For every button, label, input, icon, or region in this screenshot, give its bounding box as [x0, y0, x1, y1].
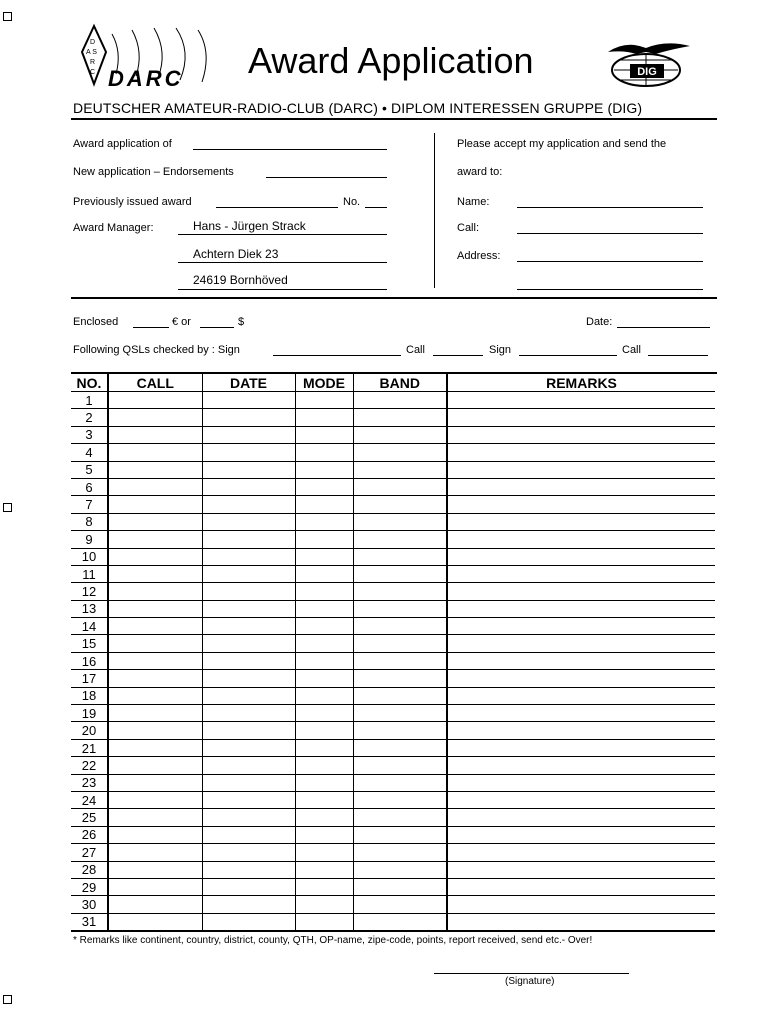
row-number: 29: [71, 878, 108, 895]
row-number: 15: [71, 635, 108, 652]
mode-cell[interactable]: [295, 426, 353, 443]
table-row: [71, 687, 715, 704]
qsl-table: [71, 374, 715, 932]
remarks-cell[interactable]: [447, 670, 715, 687]
date-cell[interactable]: [202, 478, 295, 495]
enclosed-label: Enclosed: [73, 316, 119, 328]
table-row: [71, 478, 715, 495]
svg-text:D: D: [90, 39, 96, 46]
row-number: 25: [71, 809, 108, 826]
band-cell[interactable]: [353, 757, 447, 774]
call-cell[interactable]: [108, 670, 202, 687]
manager-street-line: [178, 262, 387, 263]
table-row: [71, 513, 715, 530]
call-label-1: Call: [406, 344, 425, 356]
sign-field-1[interactable]: [273, 355, 401, 356]
table-row: [71, 444, 715, 461]
form-rule: [71, 297, 717, 299]
mode-cell[interactable]: [295, 670, 353, 687]
remarks-cell[interactable]: [447, 844, 715, 861]
row-number: 21: [71, 739, 108, 756]
date-cell[interactable]: [202, 652, 295, 669]
svg-text:R: R: [90, 59, 96, 66]
band-cell[interactable]: [353, 861, 447, 878]
call-label: Call:: [457, 222, 480, 234]
call-cell[interactable]: [108, 705, 202, 722]
call-cell[interactable]: [108, 444, 202, 461]
table-row: [71, 461, 715, 478]
remarks-cell[interactable]: [447, 513, 715, 530]
date-cell[interactable]: [202, 496, 295, 513]
call-cell[interactable]: [108, 826, 202, 843]
band-cell[interactable]: [353, 426, 447, 443]
dollar-amount-field[interactable]: [200, 327, 234, 328]
address-field-1[interactable]: [517, 261, 703, 262]
table-row: [71, 548, 715, 565]
remarks-cell[interactable]: [447, 426, 715, 443]
award-manager-label: Award Manager:: [73, 222, 154, 234]
mode-cell[interactable]: [295, 861, 353, 878]
call-cell[interactable]: [108, 896, 202, 913]
header-remarks: REMARKS: [447, 374, 715, 392]
manager-city: 24619 Bornhöved: [193, 273, 288, 287]
qsl-checked-label: Following QSLs checked by : Sign: [73, 344, 240, 356]
call-field-1[interactable]: [433, 355, 483, 356]
svg-text:C: C: [90, 69, 96, 76]
mode-cell[interactable]: [295, 757, 353, 774]
row-number: 8: [71, 513, 108, 530]
call-cell[interactable]: [108, 635, 202, 652]
remarks-cell[interactable]: [447, 652, 715, 669]
remarks-cell[interactable]: [447, 722, 715, 739]
award-to-text: award to:: [457, 166, 503, 178]
call-cell[interactable]: [108, 583, 202, 600]
date-cell[interactable]: [202, 618, 295, 635]
call-cell[interactable]: [108, 774, 202, 791]
date-cell[interactable]: [202, 861, 295, 878]
mode-cell[interactable]: [295, 635, 353, 652]
mode-cell[interactable]: [295, 583, 353, 600]
remarks-footnote: * Remarks like continent, country, district, county, QTH, OP-name, zipe-code, points, report received, send etc.- Over!: [73, 935, 593, 946]
band-cell[interactable]: [353, 531, 447, 548]
date-cell[interactable]: [202, 739, 295, 756]
date-cell[interactable]: [202, 635, 295, 652]
date-cell[interactable]: [202, 461, 295, 478]
call-cell[interactable]: [108, 426, 202, 443]
row-number: 6: [71, 478, 108, 495]
table-row: [71, 618, 715, 635]
please-accept-text: Please accept my application and send the: [457, 138, 667, 150]
mode-cell[interactable]: [295, 444, 353, 461]
call-field[interactable]: [517, 233, 703, 234]
call-cell[interactable]: [108, 618, 202, 635]
table-row: [71, 583, 715, 600]
date-cell[interactable]: [202, 809, 295, 826]
mode-cell[interactable]: [295, 826, 353, 843]
table-row: [71, 913, 715, 931]
table-row: [71, 409, 715, 426]
remarks-cell[interactable]: [447, 478, 715, 495]
remarks-cell[interactable]: [447, 687, 715, 704]
date-cell[interactable]: [202, 531, 295, 548]
remarks-cell[interactable]: [447, 565, 715, 582]
band-cell[interactable]: [353, 618, 447, 635]
table-row: [71, 670, 715, 687]
call-cell[interactable]: [108, 478, 202, 495]
manager-city-line: [178, 289, 387, 290]
table-header-row: [71, 374, 715, 392]
table-row: [71, 531, 715, 548]
date-cell[interactable]: [202, 409, 295, 426]
band-cell[interactable]: [353, 774, 447, 791]
remarks-cell[interactable]: [447, 444, 715, 461]
row-number: 12: [71, 583, 108, 600]
date-cell[interactable]: [202, 896, 295, 913]
band-cell[interactable]: [353, 496, 447, 513]
call-cell[interactable]: [108, 861, 202, 878]
band-cell[interactable]: [353, 791, 447, 808]
sign-field-2[interactable]: [519, 355, 617, 356]
no-field[interactable]: [365, 207, 387, 208]
row-number: 5: [71, 461, 108, 478]
remarks-cell[interactable]: [447, 757, 715, 774]
row-number: 26: [71, 826, 108, 843]
row-number: 16: [71, 652, 108, 669]
remarks-cell[interactable]: [447, 461, 715, 478]
band-cell[interactable]: [353, 722, 447, 739]
date-cell[interactable]: [202, 583, 295, 600]
call-cell[interactable]: [108, 600, 202, 617]
band-cell[interactable]: [353, 878, 447, 895]
date-cell[interactable]: [202, 565, 295, 582]
mode-cell[interactable]: [295, 913, 353, 931]
row-number: 2: [71, 409, 108, 426]
date-cell[interactable]: [202, 913, 295, 931]
row-number: 23: [71, 774, 108, 791]
row-number: 24: [71, 791, 108, 808]
remarks-cell[interactable]: [447, 496, 715, 513]
row-number: 31: [71, 913, 108, 931]
dig-logo: [606, 38, 692, 88]
call-cell[interactable]: [108, 409, 202, 426]
remarks-cell[interactable]: [447, 618, 715, 635]
row-number: 20: [71, 722, 108, 739]
band-cell[interactable]: [353, 705, 447, 722]
row-number: 4: [71, 444, 108, 461]
call-cell[interactable]: [108, 913, 202, 931]
band-cell[interactable]: [353, 392, 447, 409]
euro-or-label: € or: [172, 316, 191, 328]
mode-cell[interactable]: [295, 687, 353, 704]
date-cell[interactable]: [202, 757, 295, 774]
band-cell[interactable]: [353, 583, 447, 600]
manager-name-line: [178, 234, 387, 235]
band-cell[interactable]: [353, 652, 447, 669]
band-cell[interactable]: [353, 444, 447, 461]
call-cell[interactable]: [108, 791, 202, 808]
table-row: [71, 600, 715, 617]
row-number: 27: [71, 844, 108, 861]
row-number: 18: [71, 687, 108, 704]
table-row: [71, 896, 715, 913]
no-label: No.: [343, 196, 361, 208]
mode-cell[interactable]: [295, 878, 353, 895]
date-cell[interactable]: [202, 426, 295, 443]
remarks-cell[interactable]: [447, 809, 715, 826]
remarks-cell[interactable]: [447, 705, 715, 722]
date-cell[interactable]: [202, 844, 295, 861]
endorsements-field[interactable]: [266, 177, 387, 178]
remarks-cell[interactable]: [447, 913, 715, 931]
call-cell[interactable]: [108, 687, 202, 704]
darc-logo-text: DARC: [108, 66, 184, 91]
address-field-2[interactable]: [517, 289, 703, 290]
dig-logo-text: DIG: [637, 66, 657, 78]
call-cell[interactable]: [108, 496, 202, 513]
band-cell[interactable]: [353, 548, 447, 565]
band-cell[interactable]: [353, 565, 447, 582]
euro-amount-field[interactable]: [133, 327, 169, 328]
remarks-cell[interactable]: [447, 548, 715, 565]
mode-cell[interactable]: [295, 652, 353, 669]
call-label-2: Call: [622, 344, 641, 356]
mode-cell[interactable]: [295, 809, 353, 826]
date-label: Date:: [586, 316, 613, 328]
table-row: [71, 878, 715, 895]
header-date: DATE: [202, 374, 295, 392]
mode-cell[interactable]: [295, 739, 353, 756]
date-cell[interactable]: [202, 548, 295, 565]
band-cell[interactable]: [353, 670, 447, 687]
remarks-cell[interactable]: [447, 878, 715, 895]
name-label: Name:: [457, 196, 490, 208]
band-cell[interactable]: [353, 826, 447, 843]
address-label: Address:: [457, 250, 501, 262]
date-field[interactable]: [617, 327, 710, 328]
row-number: 14: [71, 618, 108, 635]
band-cell[interactable]: [353, 635, 447, 652]
table-row: [71, 635, 715, 652]
darc-logo: [72, 22, 212, 94]
remarks-cell[interactable]: [447, 774, 715, 791]
page-marker-bottom: [3, 995, 12, 1004]
call-cell[interactable]: [108, 722, 202, 739]
mode-cell[interactable]: [295, 531, 353, 548]
table-row: [71, 844, 715, 861]
manager-name: Hans - Jürgen Strack: [193, 219, 306, 233]
mode-cell[interactable]: [295, 896, 353, 913]
table-row: [71, 774, 715, 791]
remarks-cell[interactable]: [447, 739, 715, 756]
dollar-label: $: [238, 316, 245, 328]
mode-cell[interactable]: [295, 600, 353, 617]
remarks-cell[interactable]: [447, 635, 715, 652]
signature-label: (Signature): [505, 976, 555, 987]
mode-cell[interactable]: [295, 565, 353, 582]
mode-cell[interactable]: [295, 392, 353, 409]
qsl-table-body: [71, 392, 715, 932]
mode-cell[interactable]: [295, 478, 353, 495]
manager-street: Achtern Diek 23: [193, 247, 279, 261]
table-row: [71, 565, 715, 582]
call-field-2[interactable]: [648, 355, 708, 356]
call-cell[interactable]: [108, 531, 202, 548]
row-number: 30: [71, 896, 108, 913]
call-cell[interactable]: [108, 548, 202, 565]
remarks-cell[interactable]: [447, 791, 715, 808]
remarks-cell[interactable]: [447, 600, 715, 617]
call-cell[interactable]: [108, 757, 202, 774]
table-row: [71, 652, 715, 669]
page-title: Award Application: [248, 40, 534, 81]
date-cell[interactable]: [202, 791, 295, 808]
new-application-label: New application – Endorsements: [73, 166, 234, 178]
date-cell[interactable]: [202, 878, 295, 895]
call-cell[interactable]: [108, 565, 202, 582]
row-number: 11: [71, 565, 108, 582]
mode-cell[interactable]: [295, 618, 353, 635]
mode-cell[interactable]: [295, 548, 353, 565]
mode-cell[interactable]: [295, 461, 353, 478]
page-marker-top: [3, 12, 12, 21]
date-cell[interactable]: [202, 670, 295, 687]
mode-cell[interactable]: [295, 791, 353, 808]
row-number: 28: [71, 861, 108, 878]
remarks-cell[interactable]: [447, 531, 715, 548]
table-row: [71, 791, 715, 808]
mode-cell[interactable]: [295, 513, 353, 530]
header-call: CALL: [108, 374, 202, 392]
award-application-of-field[interactable]: [193, 149, 387, 150]
header-rule: [71, 118, 717, 120]
call-cell[interactable]: [108, 513, 202, 530]
band-cell[interactable]: [353, 478, 447, 495]
row-number: 22: [71, 757, 108, 774]
header-mode: MODE: [295, 374, 353, 392]
table-row: [71, 739, 715, 756]
band-cell[interactable]: [353, 844, 447, 861]
row-number: 3: [71, 426, 108, 443]
row-number: 10: [71, 548, 108, 565]
page-marker-middle: [3, 503, 12, 512]
remarks-cell[interactable]: [447, 392, 715, 409]
organization-line: DEUTSCHER AMATEUR-RADIO-CLUB (DARC) • DIPLOM INTERESSEN GRUPPE (DIG): [73, 100, 643, 116]
band-cell[interactable]: [353, 739, 447, 756]
call-cell[interactable]: [108, 878, 202, 895]
date-cell[interactable]: [202, 444, 295, 461]
table-row: [71, 722, 715, 739]
name-field[interactable]: [517, 207, 703, 208]
band-cell[interactable]: [353, 513, 447, 530]
band-cell[interactable]: [353, 913, 447, 931]
table-row: [71, 809, 715, 826]
band-cell[interactable]: [353, 461, 447, 478]
call-cell[interactable]: [108, 392, 202, 409]
mode-cell[interactable]: [295, 844, 353, 861]
date-cell[interactable]: [202, 774, 295, 791]
date-cell[interactable]: [202, 600, 295, 617]
call-cell[interactable]: [108, 844, 202, 861]
sign-label-2: Sign: [489, 344, 512, 356]
band-cell[interactable]: [353, 809, 447, 826]
table-row: [71, 861, 715, 878]
call-cell[interactable]: [108, 809, 202, 826]
call-cell[interactable]: [108, 461, 202, 478]
column-separator: [434, 133, 435, 288]
row-number: 13: [71, 600, 108, 617]
table-row: [71, 705, 715, 722]
band-cell[interactable]: [353, 600, 447, 617]
table-row: [71, 426, 715, 443]
table-row: [71, 826, 715, 843]
signature-field[interactable]: [434, 973, 629, 974]
table-row: [71, 757, 715, 774]
band-cell[interactable]: [353, 409, 447, 426]
mode-cell[interactable]: [295, 722, 353, 739]
previously-issued-field[interactable]: [216, 207, 338, 208]
date-cell[interactable]: [202, 513, 295, 530]
row-number: 9: [71, 531, 108, 548]
mode-cell[interactable]: [295, 774, 353, 791]
remarks-cell[interactable]: [447, 896, 715, 913]
table-row: [71, 392, 715, 409]
remarks-cell[interactable]: [447, 409, 715, 426]
svg-text:A S: A S: [86, 49, 97, 56]
call-cell[interactable]: [108, 652, 202, 669]
date-cell[interactable]: [202, 722, 295, 739]
band-cell[interactable]: [353, 687, 447, 704]
remarks-cell[interactable]: [447, 583, 715, 600]
mode-cell[interactable]: [295, 705, 353, 722]
header-no: NO.: [71, 374, 108, 392]
award-application-of-label: Award application of: [73, 138, 172, 150]
mode-cell[interactable]: [295, 496, 353, 513]
previously-issued-label: Previously issued award: [73, 196, 192, 208]
band-cell[interactable]: [353, 896, 447, 913]
row-number: 1: [71, 392, 108, 409]
header-band: BAND: [353, 374, 447, 392]
row-number: 17: [71, 670, 108, 687]
table-row: [71, 496, 715, 513]
remarks-cell[interactable]: [447, 861, 715, 878]
call-cell[interactable]: [108, 739, 202, 756]
date-cell[interactable]: [202, 705, 295, 722]
row-number: 19: [71, 705, 108, 722]
remarks-cell[interactable]: [447, 826, 715, 843]
date-cell[interactable]: [202, 826, 295, 843]
mode-cell[interactable]: [295, 409, 353, 426]
date-cell[interactable]: [202, 392, 295, 409]
date-cell[interactable]: [202, 687, 295, 704]
row-number: 7: [71, 496, 108, 513]
